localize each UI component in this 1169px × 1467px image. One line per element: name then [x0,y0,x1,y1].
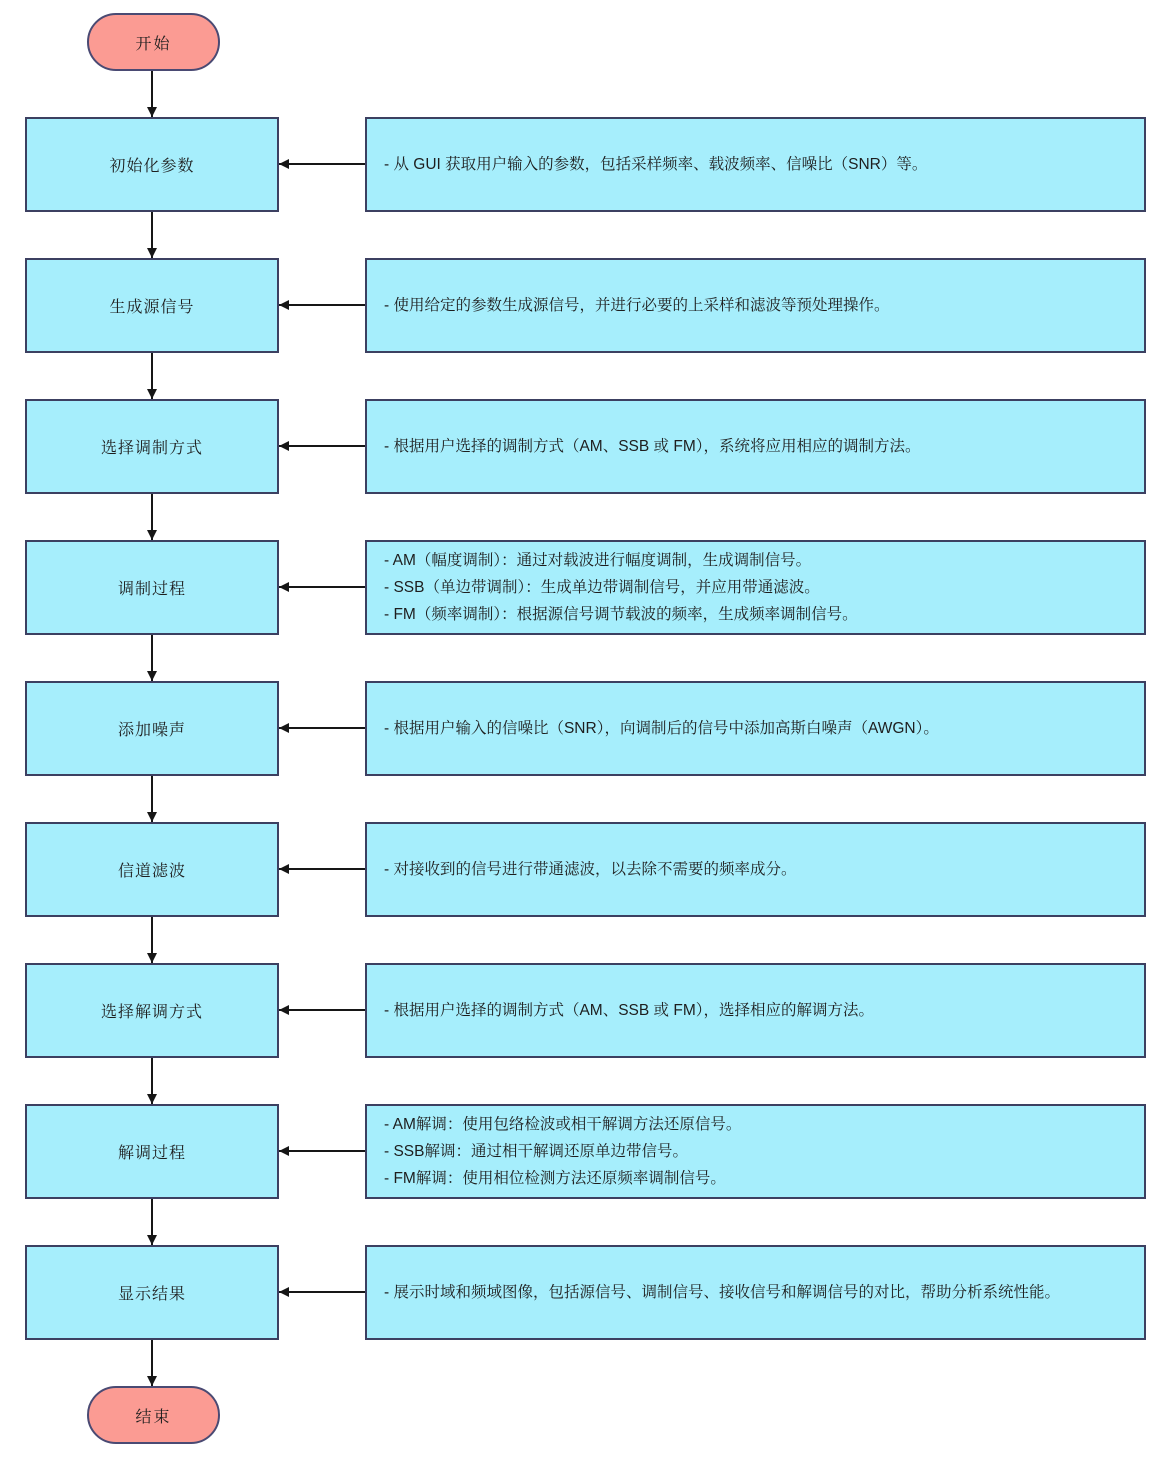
node-add-noise [25,681,279,776]
desc-display-results [365,1245,1146,1340]
node-label: 初始化参数 [109,158,195,175]
flow-arrow-left [279,163,365,165]
flow-arrow-left [279,586,365,588]
flow-arrow-down [151,71,153,117]
flow-row [0,963,1169,1058]
start-terminal-label: 开始 [135,35,172,53]
flow-arrow-down [151,917,153,963]
desc-line: - SSB（单边带调制）：生成单边带调制信号，并应用带通滤波。 [384,579,820,596]
flow-row [0,117,1169,212]
desc-line: - 从 GUI 获取用户输入的参数，包括采样频率、载波频率、信噪比（SNR）等。 [384,156,928,173]
flow-row [0,540,1169,635]
flow-arrow-left [279,727,365,729]
end-terminal [87,1386,220,1444]
desc-line: - 展示时域和频域图像，包括源信号、调制信号、接收信号和解调信号的对比，帮助分析系统性能。 [384,1284,1060,1301]
desc-generate-source [365,258,1146,353]
flow-row [0,1245,1169,1340]
flow-arrow-down [151,494,153,540]
node-label: 信道滤波 [117,863,186,880]
flow-arrow-left [279,1150,365,1152]
flow-arrow-down [151,1058,153,1104]
node-init-params [25,117,279,212]
node-display-results [25,1245,279,1340]
node-label: 显示结果 [117,1286,186,1303]
flow-row [0,399,1169,494]
node-label: 生成源信号 [109,299,195,316]
end-terminal-label: 结束 [135,1408,172,1426]
desc-line: - AM解调：使用包络检波或相干解调方法还原信号。 [384,1116,742,1133]
flow-row [0,822,1169,917]
flow-row [0,1104,1169,1199]
flow-arrow-down [151,353,153,399]
node-label: 选择解调方式 [100,1004,203,1021]
flow-arrow-left [279,445,365,447]
flow-arrow-left [279,1291,365,1293]
flow-arrow-left [279,868,365,870]
desc-line: - 根据用户输入的信噪比（SNR），向调制后的信号中添加高斯白噪声（AWGN）。 [384,720,939,737]
flow-arrow-down [151,1340,153,1386]
flow-row [0,258,1169,353]
desc-line: - 根据用户选择的调制方式（AM、SSB 或 FM），选择相应的解调方法。 [384,1002,874,1019]
flow-arrow-left [279,1009,365,1011]
desc-line: - 使用给定的参数生成源信号，并进行必要的上采样和滤波等预处理操作。 [384,297,890,314]
desc-modulation-process [365,540,1146,635]
desc-select-demodulation [365,963,1146,1058]
node-label: 添加噪声 [117,722,186,739]
start-terminal [87,13,220,71]
node-channel-filter [25,822,279,917]
flow-arrow-down [151,212,153,258]
desc-add-noise [365,681,1146,776]
flow-arrow-down [151,635,153,681]
desc-line: - FM（频率调制）：根据源信号调节载波的频率，生成频率调制信号。 [384,606,858,623]
node-generate-source [25,258,279,353]
flow-arrow-down [151,1199,153,1245]
node-select-modulation [25,399,279,494]
node-demodulation-process [25,1104,279,1199]
flow-arrow-left [279,304,365,306]
flow-arrow-down [151,776,153,822]
desc-line: - FM解调：使用相位检测方法还原频率调制信号。 [384,1170,726,1187]
node-label: 调制过程 [117,581,186,598]
node-label: 选择调制方式 [100,440,203,457]
desc-line: - 根据用户选择的调制方式（AM、SSB 或 FM），系统将应用相应的调制方法。 [384,438,921,455]
flow-row [0,681,1169,776]
desc-channel-filter [365,822,1146,917]
desc-line: - AM（幅度调制）：通过对载波进行幅度调制，生成调制信号。 [384,552,812,569]
node-modulation-process [25,540,279,635]
node-select-demodulation [25,963,279,1058]
desc-line: - 对接收到的信号进行带通滤波，以去除不需要的频率成分。 [384,861,797,878]
desc-line: - SSB解调：通过相干解调还原单边带信号。 [384,1143,688,1160]
desc-demodulation-process [365,1104,1146,1199]
node-label: 解调过程 [117,1145,186,1162]
desc-init-params [365,117,1146,212]
desc-select-modulation [365,399,1146,494]
